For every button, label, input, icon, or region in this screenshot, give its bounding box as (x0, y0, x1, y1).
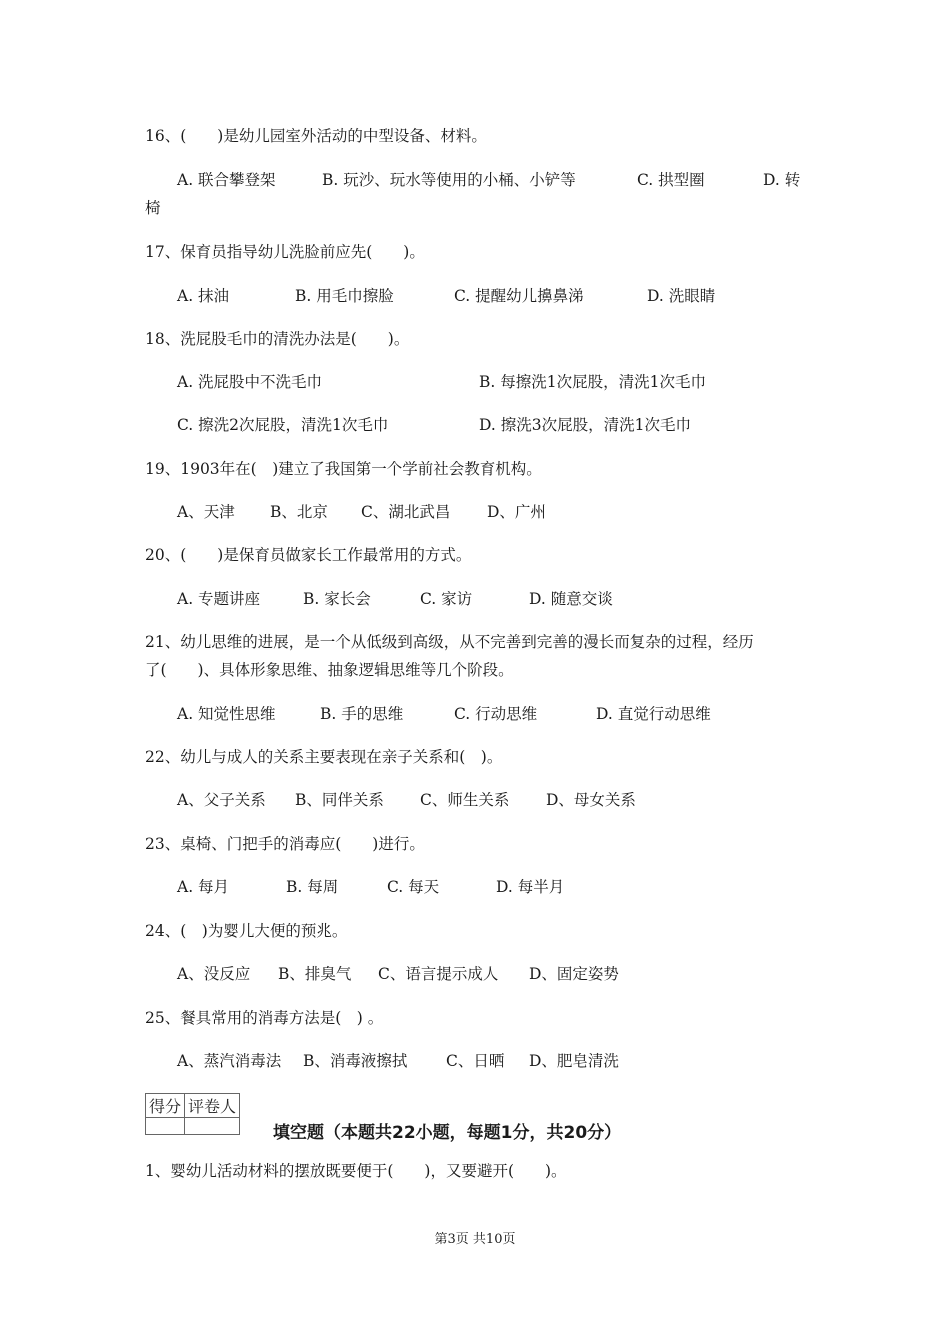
question-24-option-a: A、没反应 (177, 965, 251, 983)
score-box (145, 1093, 240, 1135)
question-20-option-b: B. 家长会 (303, 590, 371, 608)
question-25-stem: 25、餐具常用的消毒方法是( ) 。 (145, 1009, 384, 1027)
question-17-stem: 17、保育员指导幼儿洗脸前应先( )。 (145, 243, 425, 261)
question-17-option-d: D. 洗眼睛 (647, 287, 716, 305)
question-22-stem: 22、幼儿与成人的关系主要表现在亲子关系和( )。 (145, 748, 503, 766)
question-17-option-b: B. 用毛巾擦脸 (295, 287, 394, 305)
question-23-option-a: A. 每月 (177, 878, 230, 896)
question-18-option-c: C. 擦洗2次屁股，清洗1次毛巾 (177, 416, 389, 434)
question-19-stem: 19、1903年在( )建立了我国第一个学前社会教育机构。 (145, 460, 542, 478)
page-footer: 第3页 共10页 (434, 1232, 516, 1247)
question-23-stem: 23、桌椅、门把手的消毒应( )进行。 (145, 835, 425, 853)
question-20-option-a: A. 专题讲座 (177, 590, 261, 608)
question-20-option-c: C. 家访 (420, 590, 473, 608)
question-25-option-c: C、日晒 (446, 1052, 505, 1070)
question-24-stem: 24、( )为婴儿大便的预兆。 (145, 922, 348, 940)
question-25-option-a: A、蒸汽消毒法 (177, 1052, 282, 1070)
question-23-option-b: B. 每周 (286, 878, 339, 896)
question-25-option-d: D、肥皂清洗 (529, 1052, 619, 1070)
question-16-option-d-cont: 椅 (145, 199, 161, 217)
question-16-option-c: C. 拱型圈 (637, 171, 705, 189)
question-19-option-b: B、北京 (270, 503, 328, 521)
question-23-option-c: C. 每天 (387, 878, 440, 896)
question-16-option-a: A. 联合攀登架 (177, 171, 276, 189)
question-16-option-b: B. 玩沙、玩水等使用的小桶、小铲等 (322, 171, 576, 189)
question-21-option-b: B. 手的思维 (320, 705, 404, 723)
score-cell (146, 1118, 185, 1135)
question-21-option-d: D. 直觉行动思维 (596, 705, 711, 723)
fill-question-1: 1、婴幼儿活动材料的摆放既要便于( )，又要避开( )。 (145, 1162, 567, 1180)
question-21-option-a: A. 知觉性思维 (177, 705, 276, 723)
question-21-stem-cont: 了( )、具体形象思维、抽象逻辑思维等几个阶段。 (145, 661, 514, 679)
question-18-option-b: B. 每擦洗1次屁股，清洗1次毛巾 (479, 373, 706, 391)
grader-cell (185, 1118, 240, 1135)
question-25-option-b: B、消毒液擦拭 (303, 1052, 408, 1070)
question-18-option-a: A. 洗屁股中不洗毛巾 (177, 373, 323, 391)
grader-label: 评卷人 (185, 1094, 240, 1118)
question-21-option-c: C. 行动思维 (454, 705, 538, 723)
section-title: 填空题（本题共22小题，每题1分，共20分） (273, 1123, 622, 1143)
question-22-option-c: C、师生关系 (420, 791, 510, 809)
question-20-stem: 20、( )是保育员做家长工作最常用的方式。 (145, 546, 472, 564)
question-17-option-c: C. 提醒幼儿擤鼻涕 (454, 287, 584, 305)
question-22-option-b: B、同伴关系 (295, 791, 384, 809)
question-19-option-d: D、广州 (487, 503, 546, 521)
question-24-option-b: B、排臭气 (278, 965, 352, 983)
question-18-option-d: D. 擦洗3次屁股，清洗1次毛巾 (479, 416, 691, 434)
question-23-option-d: D. 每半月 (496, 878, 565, 896)
question-18-stem: 18、洗屁股毛巾的清洗办法是( )。 (145, 330, 410, 348)
question-24-option-d: D、固定姿势 (529, 965, 619, 983)
score-label: 得分 (146, 1094, 185, 1118)
question-16-option-d: D. 转 (763, 171, 801, 189)
question-22-option-a: A、父子关系 (177, 791, 266, 809)
question-20-option-d: D. 随意交谈 (529, 590, 613, 608)
question-21-stem: 21、幼儿思维的进展，是一个从低级到高级，从不完善到完善的漫长而复杂的过程，经历 (145, 633, 754, 651)
question-24-option-c: C、语言提示成人 (378, 965, 499, 983)
question-22-option-d: D、母女关系 (546, 791, 636, 809)
question-19-option-a: A、天津 (177, 503, 235, 521)
question-17-option-a: A. 抹油 (177, 287, 230, 305)
question-19-option-c: C、湖北武昌 (361, 503, 451, 521)
question-16-stem: 16、( )是幼儿园室外活动的中型设备、材料。 (145, 127, 487, 145)
